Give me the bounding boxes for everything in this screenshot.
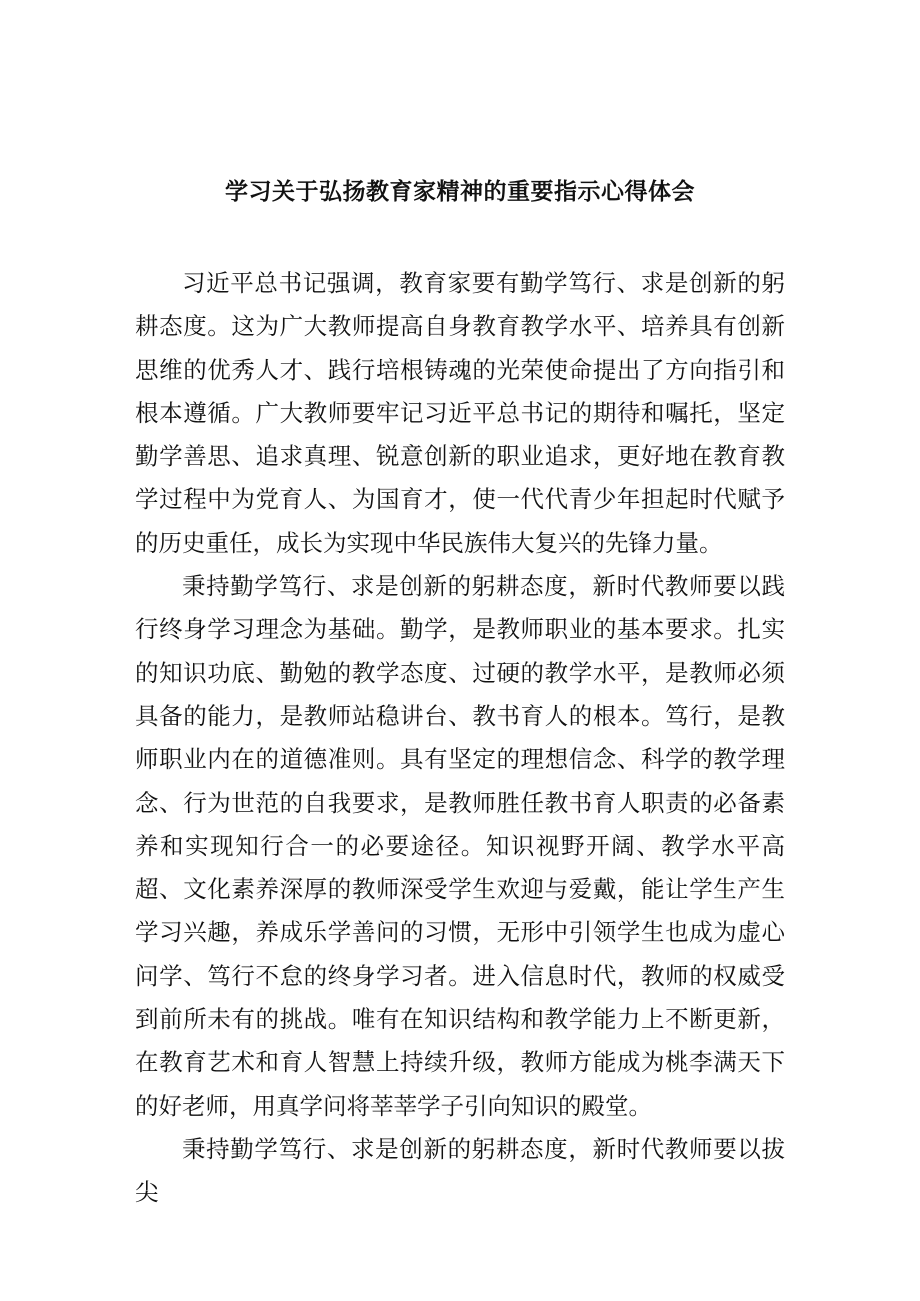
paragraph-1: 习近平总书记强调，教育家要有勤学笃行、求是创新的躬耕态度。这为广大教师提高自身教育教学水平、培养具有创新思维的优秀人才、践行培根铸魂的光荣使命提出了方向指引和根本遵循。广大教师要牢记习近平总书记的期待和嘱托，坚定勤学善思、追求真理、锐意创新的职业追求，更好地在教育教学过程中为党育人、为国育才，使一代代青少年担起时代赋予的历史重任，成长为实现中华民族伟大复兴的先锋力量。 <box>135 269 785 557</box>
paragraph-3: 秉持勤学笃行、求是创新的躬耕态度，新时代教师要以拔尖 <box>135 1134 785 1207</box>
paragraph-2: 秉持勤学笃行、求是创新的躬耕态度，新时代教师要以践行终身学习理念为基础。勤学，是教师职业的基本要求。扎实的知识功底、勤勉的教学态度、过硬的教学水平，是教师必须具备的能力，是教师站稳讲台、教书育人的根本。笃行，是教师职业内在的道德准则。具有坚定的理想信念、科学的教学理念、行为世范的自我要求，是教师胜任教书育人职责的必备素养和实现知行合一的必要途径。知识视野开阔、教学水平高超、文化素养深厚的教师深受学生欢迎与爱戴，能让学生产生学习兴趣，养成乐学善问的习惯，无形中引领学生也成为虚心问学、笃行不怠的终身学习者。进入信息时代，教师的权威受到前所未有的挑战。唯有在知识结构和教学能力上不断更新，在教育艺术和育人智慧上持续升级，教师方能成为桃李满天下的好老师，用真学问将莘莘学子引向知识的殿堂。 <box>135 572 785 1120</box>
document-title: 学习关于弘扬教育家精神的重要指示心得体会 <box>225 179 695 205</box>
document-body <box>135 262 785 1215</box>
